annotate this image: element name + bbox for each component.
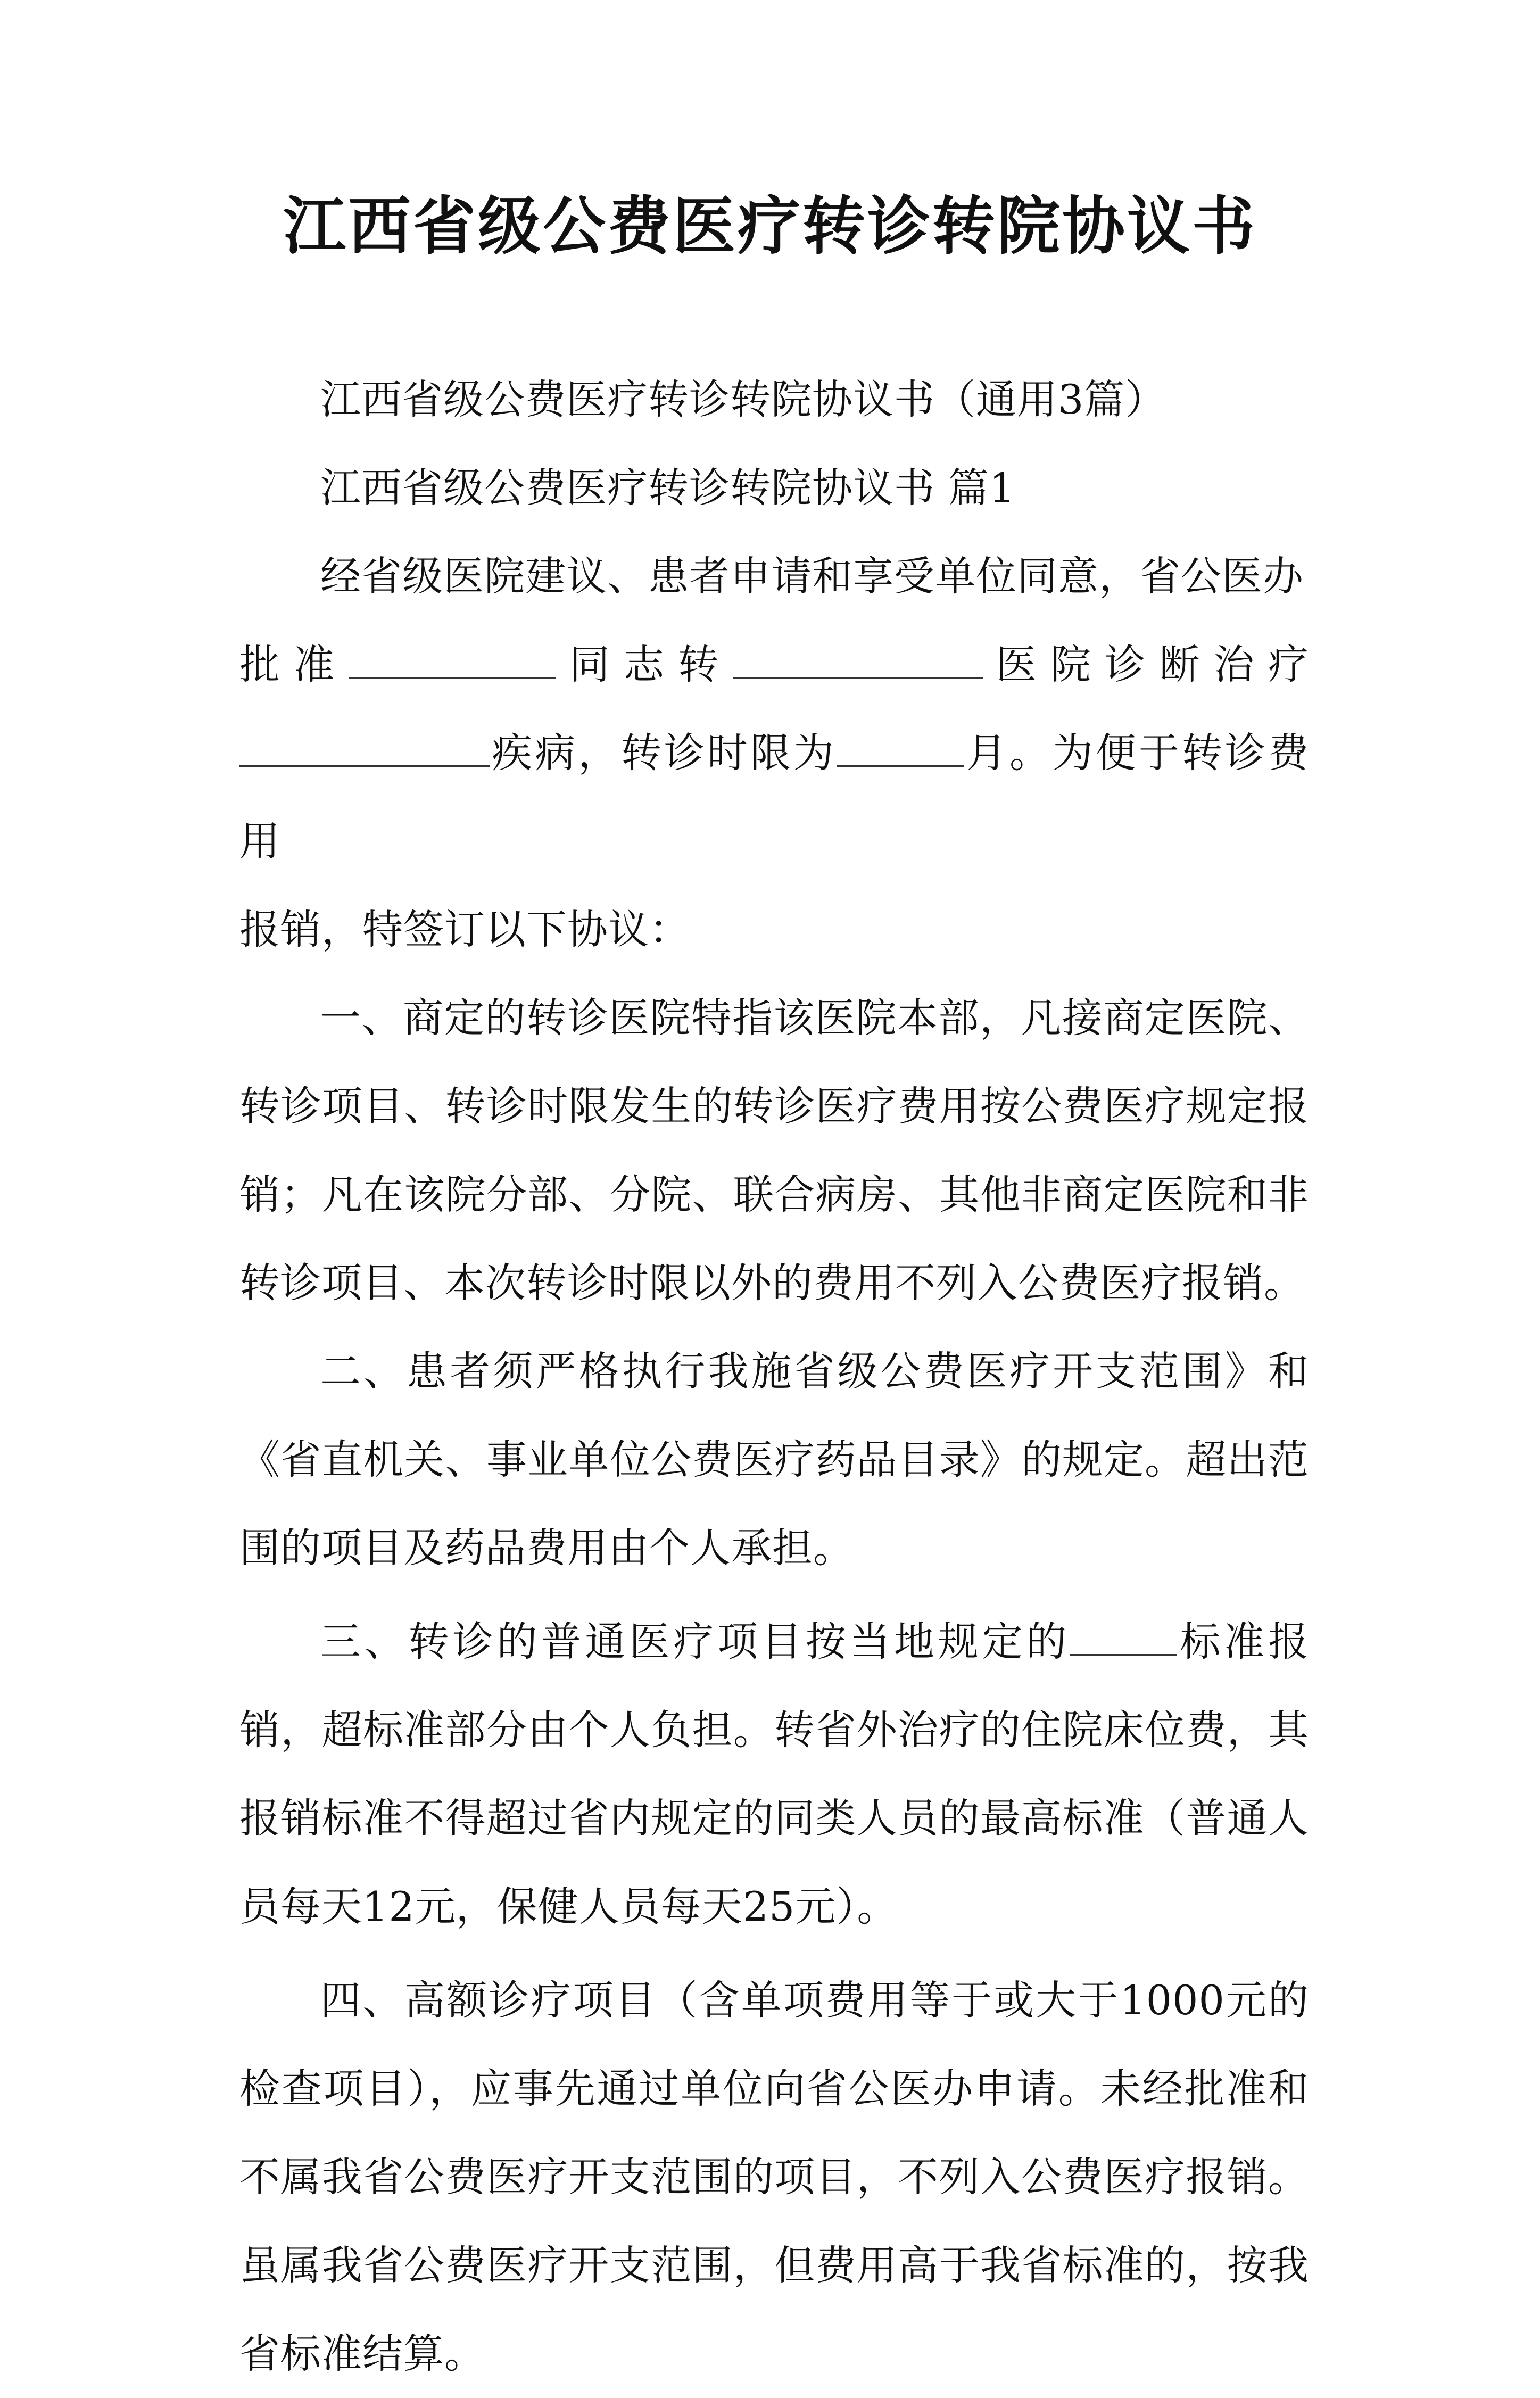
clause-3-rest: 标准报销，超标准部分由个人负担。转省外治疗的住院床位费，其报销标准不得超过省内规定的同类人员的最高标准（普通人员每天12元，保健人员每天25元）。 <box>239 1618 1310 1930</box>
intro-line-3 <box>239 709 1309 886</box>
subtitle: 江西省级公费医疗转诊转院协议书（通用3篇） <box>320 376 1166 423</box>
blank-hospital <box>733 644 983 679</box>
intro-line-4: 报销，特签订以下协议： <box>239 906 690 953</box>
comrade-to-text: 同志转 <box>556 641 733 688</box>
blank-months <box>837 732 964 767</box>
intro-line-2 <box>239 621 1309 709</box>
clause-3-start: 三、转诊的普通医疗项目按当地规定的 <box>320 1618 1071 1665</box>
document-title: 江西省级公费医疗转诊转院协议书 <box>283 189 1257 263</box>
blank-disease <box>239 732 490 767</box>
section-heading: 江西省级公费医疗转诊转院协议书 篇1 <box>320 464 1016 511</box>
hospital-diagnosis-text: 医院诊断治疗 <box>982 641 1309 688</box>
document-body <box>239 355 1309 2398</box>
blank-approver <box>349 644 556 679</box>
intro-line-1: 经省级医院建议、患者申请和享受单位同意，省公医办 <box>320 552 1304 600</box>
clause-4: 四、高额诊疗项目（含单项费用等于或大于1000元的检查项目），应事先通过单位向省公医办申请。未经批准和不属我省公费医疗开支范围的项目，不列入公费医疗报销。虽属我省公费医疗开支范围，但费用高于我省标准的，按我省标准结算。 <box>239 1977 1309 2377</box>
clause-2: 二、患者须严格执行我施省级公费医疗开支范围》和《省直机关、事业单位公费医疗药品目录》的规定。超出范围的项目及药品费用由个人承担。 <box>239 1347 1309 1572</box>
month-purpose-text: 月。为便于转诊费用 <box>239 729 1309 865</box>
approve-text: 批准 <box>239 641 349 688</box>
clause-1: 一、商定的转诊医院特指该医院本部，凡接商定医院、转诊项目、转诊时限发生的转诊医疗费用按公费医疗规定报销；凡在该院分部、分院、联合病房、其他非商定医院和非转诊项目、本次转诊时限以外的费用不列入公费医疗报销。 <box>239 994 1309 1307</box>
blank-standard <box>1070 1621 1177 1656</box>
clause-3 <box>239 1598 1309 1951</box>
disease-limit-text: 疾病，转诊时限为 <box>490 729 837 776</box>
